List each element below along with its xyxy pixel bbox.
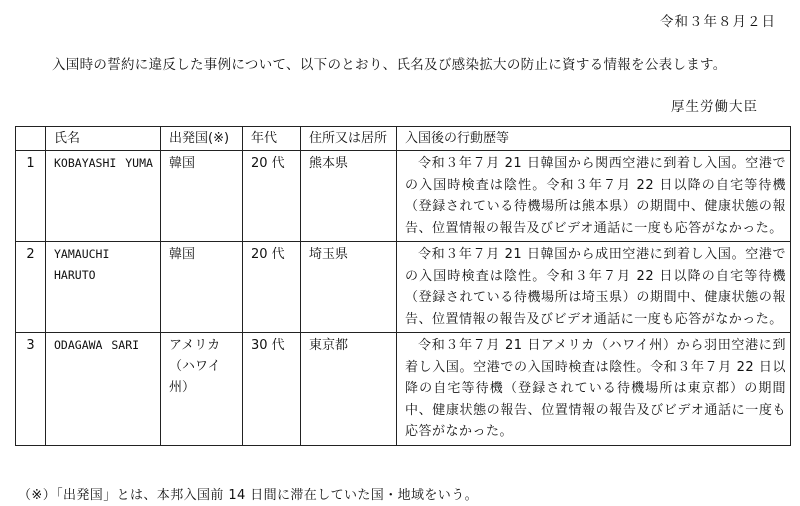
header-residence: 住所又は居所	[301, 127, 397, 151]
table-header-row	[16, 127, 791, 151]
table-row	[16, 333, 791, 446]
person-name: YAMAUCHI HARUTO	[54, 247, 110, 282]
activity-history: 令和３年７月 21 日アメリカ（ハワイ州）から羽田空港に到着し入国。空港での入国時検査は陰性。令和３年７月 22 日以降の自宅等待機（登録されている待機場所は東京都）の期間中、健康状態の報告、位置情報の報告及びビデオ通話に一度も応答がなかった。	[405, 338, 786, 439]
residence: 東京都	[301, 333, 397, 446]
table-row	[16, 151, 791, 242]
age-group: 20 代	[243, 242, 301, 333]
header-origin: 出発国(※)	[161, 127, 243, 151]
header-name: 氏名	[46, 127, 161, 151]
intro-statement: 入国時の誓約に違反した事例について、以下のとおり、氏名及び感染拡大の防止に資する情報を公表します。	[52, 57, 727, 73]
activity-history: 令和３年７月 21 日韓国から成田空港に到着し入国。空港での入国時検査は陰性。令和３年７月 22 日以降の自宅等待機（登録されている待機場所は埼玉県）の期間中、健康状態の報告、位置情報の報告及びビデオ通話に一度も応答がなかった。	[405, 247, 786, 327]
row-number: 1	[16, 151, 46, 242]
header-num	[16, 127, 46, 151]
issuer-minister: 厚生労働大臣	[671, 99, 758, 115]
person-name-cell	[46, 333, 161, 446]
origin-country: 韓国	[161, 242, 243, 333]
table-row	[16, 242, 791, 333]
violation-cases-table	[15, 126, 791, 446]
residence: 熊本県	[301, 151, 397, 242]
age-group: 30 代	[243, 333, 301, 446]
row-number: 3	[16, 333, 46, 446]
row-number: 2	[16, 242, 46, 333]
person-name: KOBAYASHI YUMA	[54, 156, 153, 170]
origin-country: アメリカ（ハワイ州）	[161, 333, 243, 446]
activity-history-cell	[397, 242, 791, 333]
activity-history-cell	[397, 333, 791, 446]
activity-history: 令和３年７月 21 日韓国から関西空港に到着し入国。空港での入国時検査は陰性。令和３年７月 22 日以降の自宅等待機（登録されている待機場所は熊本県）の期間中、健康状態の報告、位置情報の報告及びビデオ通話に一度も応答がなかった。	[405, 156, 786, 236]
age-group: 20 代	[243, 151, 301, 242]
activity-history-cell	[397, 151, 791, 242]
document-date: 令和３年８月２日	[660, 14, 776, 30]
person-name: ODAGAWA SARI	[54, 338, 140, 352]
header-age: 年代	[243, 127, 301, 151]
person-name-cell	[46, 242, 161, 333]
person-name-cell	[46, 151, 161, 242]
residence: 埼玉県	[301, 242, 397, 333]
origin-country: 韓国	[161, 151, 243, 242]
footnote: （※）「出発国」とは、本邦入国前 14 日間に滞在していた国・地域をいう。	[18, 488, 478, 503]
header-history: 入国後の行動歴等	[397, 127, 791, 151]
